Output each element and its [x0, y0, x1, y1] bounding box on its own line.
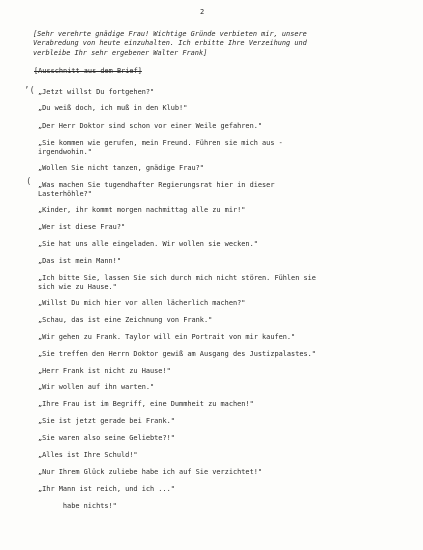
subtitle-line: „Sie waren also seine Geliebte?!"	[38, 434, 175, 442]
page-number: 2	[200, 8, 205, 16]
letter-text	[33, 30, 398, 58]
subtitle-line: „Jetzt willst Du fortgehen?"	[38, 88, 155, 96]
subtitle-line: „Nur Ihrem Glück zuliebe habe ich auf Sie verzichtet!"	[38, 468, 263, 476]
letter-line-1: [Sehr verehrte gnädige Frau! Wichtige Gründe verbieten mir, unsere	[33, 30, 307, 38]
subtitle-line: „Alles ist Ihre Schuld!"	[38, 451, 138, 459]
subtitle-line: „Ihre Frau ist im Begriff, eine Dummheit zu machen!"	[38, 400, 254, 408]
margin-mark-icon: ’(	[24, 86, 35, 96]
subtitle-line: „Sie ist jetzt gerade bei Frank."	[38, 417, 175, 425]
subtitle-line: „Willst Du mich hier vor allen lächerlich machen?"	[38, 299, 246, 307]
excerpt-label-text: [Ausschnitt aus dem Brief]	[34, 67, 142, 75]
subtitle-line: Lasterhöhle?"	[38, 190, 92, 198]
subtitle-line: „Wollen Sie nicht tanzen, gnädige Frau?"	[38, 164, 204, 172]
subtitle-line: „Sie kommen wie gerufen, mein Freund. Führen sie mich aus -	[38, 139, 283, 147]
subtitle-line: „Ich bitte Sie, lassen Sie sich durch mich nicht stören. Fühlen sie	[38, 274, 316, 282]
subtitle-line: „Was machen Sie tugendhafter Regierungsrat hier in dieser	[38, 181, 275, 189]
subtitle-line: „Wir wollen auf ihn warten."	[38, 383, 155, 391]
excerpt-label	[34, 67, 142, 76]
subtitle-line: „Ihr Mann ist reich, und ich ..."	[38, 485, 175, 493]
letter-line-3: verbleibe Ihr sehr ergebener Walter Frank]	[33, 48, 208, 57]
subtitle-line: „Kinder, ihr kommt morgen nachmittag alle zu mir!"	[38, 206, 246, 214]
subtitle-line: „Das ist mein Mann!"	[38, 257, 121, 265]
subtitle-line: habe nichts!"	[38, 502, 117, 510]
subtitle-line: irgendwohin."	[38, 148, 92, 156]
letter-line-2: Verabredung von heute einzuhalten. Ich erbitte Ihre Verzeihung und	[33, 39, 307, 48]
subtitle-line: „Der Herr Doktor sind schon vor einer Weile gefahren."	[38, 122, 263, 130]
margin-mark-icon: (	[26, 177, 32, 187]
subtitle-line: sich wie zu Hause."	[38, 283, 117, 291]
subtitle-line: „Schau, das ist eine Zeichnung von Frank."	[38, 316, 213, 324]
subtitle-line: „Herr Frank ist nicht zu Hause!"	[38, 367, 171, 375]
subtitle-line: „Sie hat uns alle eingeladen. Wir wollen sie wecken."	[38, 240, 258, 248]
subtitle-line: „Du weiß doch, ich muß in den Klub!"	[38, 104, 188, 112]
subtitle-line: „Sie treffen den Herrn Doktor gewiß am Ausgang des Justizpalastes."	[38, 350, 316, 358]
subtitle-line: „Wir gehen zu Frank. Taylor will ein Portrait von mir kaufen."	[38, 333, 296, 341]
subtitle-line: „Wer ist diese Frau?"	[38, 223, 126, 231]
